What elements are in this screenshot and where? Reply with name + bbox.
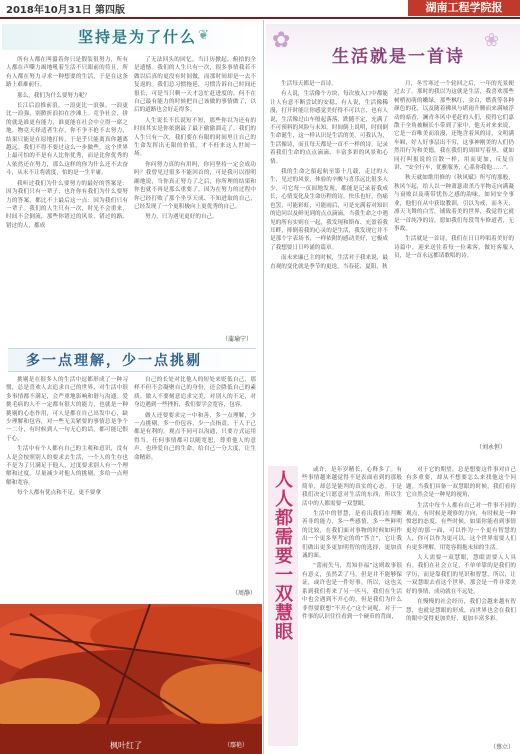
article-author: （刘永恒） (476, 444, 507, 451)
paragraph: 生活就是一首诗，我们在日日吟唱着美好的诗篇中，迎来送往着每一位乘客，做好客服人员，是一首永远都请歌唱的诗。 (394, 236, 514, 260)
paragraph: 在慢慢的社会经历，我们会越来越有智慧，也就是慧眼的形成，而世界也会在我们的眼中变得更加美好，更加丰富多彩。 (406, 599, 516, 622)
article-title: 人人都需要一双慧眼 (272, 470, 293, 641)
article-persistence (0, 20, 262, 346)
article-poem-of-life (266, 20, 520, 454)
paragraph: 我听过我们为什么要努力的最好的答案是：因为我们只有一辈子，也许你有我们为什么要努力的答案，都比不上最后这一点：因为我们只有一辈子。我们的人生只有一次，时光不会重来，时间不会倒流，那些你错过的风景、错过的路、错过的人，都成 (6, 180, 128, 229)
paragraph: 每个人都有优点和不足，更不要拿 (17, 490, 101, 497)
article-title: 多一点理解，少一点挑剔 (26, 353, 202, 369)
edition-label: 第四版 (95, 5, 125, 16)
paragraph: 自己的长处对比他人的短处来贬低自己，那样不但不会凝聚自己的身份，还会降低自己的素质。做人不要刻意追求完美，对别人的不足，对身边遇到一些挫折，我们要学会宽容，包容。 (134, 377, 256, 409)
flower-decoration: ✿ (272, 28, 291, 53)
article-title: 坚持是为了什么 (78, 28, 198, 46)
paragraph: 生活中有个人都有自己的主观和意识，没有人是会按照别人的要求去生活，一个人的生存也不是为了只满足于他人，过度要求别人有一个理解和过度。尽量减少对他人的挑剔，多给一点理解和宽容。 (6, 446, 128, 486)
article-column-2 (406, 466, 516, 742)
paragraph: 挑剔是在很多人的生活中逗都形成了一种习惯，总是喜欢人去追求自己的世界，对生活中很多事情都不满足，会严重地影响和谐与沟通。爱挑毛病的人不一定都有很大的能力，也就是一种挑剔的心态作用，可人是都在自己出发中心，缺少理解和包容，对一些无关紧要的事情总是争个一二分，有时候到人一句无心的话，都可能记恨于心。 (6, 377, 128, 442)
paragraph: 努力，只为遇见更好的自己。 (145, 214, 218, 221)
issue-date: 2018年10月31日 (6, 5, 92, 16)
paragraph: 月，冬雪寒过一个轮回之后，一年的光景便过去了，那时的我以为这就是生活，我喜欢那些树梢初萌的嫩绿，那些枫红，金白，燃黄等各种颜色的花，以及随着佛风与堪雨升腾而来满城浮动的暗香，澜青冬风中老赶的人们，使得它们嘉散于全角被橱长小带到了家中，他天对来来说，它是一首唯美而浪漫，还饱含着风的诗，文明满车厢，好人好事层出不穷，这事神刚美的人们仍然用行为和美德，我在我们的周围写着里，就如同打叫报说的宣散一样，用而更加，反复宣讲、“安全行车，优雅服务，心系你我他……”。 (394, 81, 514, 172)
flower-decoration-right: ❀ (484, 30, 500, 51)
maple-photo (0, 604, 262, 754)
article-title: 生活就是一首诗 (332, 47, 465, 67)
article-author: （蔡立） (490, 744, 515, 751)
paragraph: 人生说长不长说短不短，那些你以为还有的时间其实是你依据最了最下偷偷溜走了。我们的人生只有一次，我们要在有限的时间里让自己的生命发挥出无限的价值，才不枉来这人世间一场。 (134, 117, 256, 158)
article-author: （蒲瑜宁） (222, 336, 253, 343)
photo-caption: 枫叶红了 (110, 741, 142, 750)
paragraph: 你问努力真的有用吗，你问坚持一定会成功吗？我曾见过很多不能回首的，可是我可以很明确地说，当你真正努力了之后，你所理的结果和你也就不再是那么重要了，因为在努力的过程中你已经打败了那个坐享天成、不知进取的自己，已经发现了一个更积极向上更优秀的自己。 (134, 161, 256, 210)
article-column-1 (6, 56, 128, 346)
paragraph: 或许，是年岁精长，心释多了。有些事情越来越觉得不是表面看到的那般简单，却总是能判的真实的心态。于是我们决定只愿意对生活的东西，所以生活中的人都需要一双慧眼。 (302, 467, 402, 507)
article-discerning-eyes (266, 456, 520, 754)
paragraph: 生活中的智慧，是看出我们在判断善非的能力，多一些感情，多一些鲜明的比较，在我们面对事物的时候如何作出一个更多坚考定的的“答言”，它让我们做出更多更加明智的的选择，更加真诚的面。 (302, 511, 402, 560)
paragraph: “蕾雨失马，焉知非福”这则故事很有意义，虽然丢了马，但是并不能够保证，或许也是一件好事，所以，这也关系到我们将来了另一匹马，我们在生活中也会遇到不开心的，但是我们为什么非得要联想”不开心”这个词呢，对于一件事的认识往往看到一个硬币的背面， (302, 563, 402, 620)
article-column-2 (134, 376, 256, 586)
paragraph: 所有人都在叫嚣着你只是假装很努力，所有人都在声嘶力竭地吼着生活不只眼前的苟且，所有人都在努力寻求一种想要的生活，于是在这条路上艰难前行。 (6, 57, 128, 89)
photo-credit: （鄢艳） (224, 742, 249, 749)
paragraph: 而未来廉已主的时候，生活对于我来说，最直观的变化就是季节的更迭，当春花、夏阳，秋 (270, 255, 388, 270)
column-divider (263, 20, 264, 754)
paragraph: 我的生命之船起航至第十几载，走过的人生，见过的风景，体验的辛酸与喜乐远比很多人少，可它每一页间地发现，都能是记录着我成长，心情变化及生命历程的诗，快乐也好，伤痛也罢，可能彩虹，可能雨后，可是充满着对知识的追问以及鲜见到的点点滴滴，当我生命之中遇见的所有实则在一起，我发现和斯布、充盈着我耳畔，摔倒着我的心灵的是生活，我发现它并不是那个字表场书，一样依附的感动美好，它极成了我想要日日吟诵的篇章。 (270, 169, 388, 251)
paragraph: 对于它的期望，总是想要这件事对自己有多重要，却从不想要怎么来找他这个问题。当我们具备一双慧眼的时候，我们看待它自然会是一种见的视角， (406, 467, 516, 499)
paragraph: 长江后浪推前浪，一浪更比一浪强。一浪更比一浪强，别掀折浪拍在沙滩上。竞争社会，拼的就是谁更有能力，谁更能在社会中立得一席之地。物竞天择适者生存，你不争不抢不去努力，结果只能是在原地打转，于是乎只能离真你越离越远。我们不得不要过这么一步做些，这个世界上最可怕的不是有人比你优秀，而是比你优秀的人依然还在努力，那么这样的你为什么还不去奋斗，从未不让将就度，怕的是一生平庸。 (6, 103, 128, 177)
article-understanding (0, 348, 262, 602)
photo-maple-leaves (0, 604, 262, 754)
article-column-2 (134, 56, 256, 336)
paragraph: 做人还要要求完一中和善，多一点理解，少一点挑剔，多一份包容，少一点指责，于人于己都是有利的。观点不同可以沟通，只要方式运用得当，任何事情都可以随宽恕，尊重他人的意声，也珍爱自己的生命，给自己一分大度，让生命精彩。 (134, 412, 256, 461)
paragraph: 人人需要一双慧眼，慧眼需要人人具有。我们在社会立足，不单单靠的是我们的学历，而是靠我们的见识和智慧，所以，让一双慧眼去看这个世界，那会是一件非常美好的事情，成功就在不远处。 (406, 555, 516, 595)
article-author: （周静） (232, 590, 257, 597)
masthead-logo: 湖南工程学院报 (408, 0, 520, 16)
article-column-1 (302, 466, 402, 752)
paragraph: 秋天就如歌用修的《秋风赋》所写的那般，秋风乍起，给人以一种萧瑟肃杀乃平物走向满凝与衰败以及萌带忧伤之感的韵味，如同安全事业，他们在从中获取教训，引以为戒，而冬天，凛天飞舞的白雪，铺致着美的世界，我觉得它就是一首纯净的诗，愿如我们每段驾车修道者，无事故。 (394, 175, 514, 232)
header-rule (0, 17, 520, 19)
paragraph: 有人说，生活像个方块，每次放入口中都能让人有意不断尝试的安稳，有人说，生活像稀漫，打开时能让你感觉美好得不可以言，也有人说，生活像过山车般起落落，跌随不定，充满了不可预料的风险与未知。时间倒上说明，时间倒生命诞生，这一样认识是生活的美。可我认为，生活像诗，而且每天都是一首不一样的诗，记录着我们生命的点点滴滴、丰富多彩的风景和心情。 (270, 91, 388, 165)
paragraph: 生活每天都是一首诗。 (281, 81, 337, 87)
paragraph: 生活中每个人都有自己对一件事不同的观点，有时候是观察的方向，有时候是一种愤怒的态度，有些时候，如果你能看到事情更好的那一面，可以作为一个更有智慧的人，你可以作为更可以，这个世界需要人们有更多理解，用宽容拥抱未知的生活。 (406, 502, 516, 551)
paragraph: 了无法回头的回忆。当日历掀起，俯拾的全是遗憾。我们的人生只有一次，很多事情我若不做以后真的更没有时间做，而那时间却是一去不复返的。我们总习惯拖延，习惯告诉自己时间还很长，可是当只剩一天才急忙赶进度的。何不在自己最有能力的时候把自己该做的事情做了，以后的道路也会好走得多。 (134, 57, 256, 114)
article-column-2 (394, 80, 514, 440)
paragraph: 那么，我们为什么要努力呢？ (17, 92, 90, 99)
article-column-1 (6, 376, 128, 600)
decorative-leaves: ❦ (198, 28, 209, 43)
page-header (0, 0, 520, 16)
article-column-1 (270, 80, 388, 452)
